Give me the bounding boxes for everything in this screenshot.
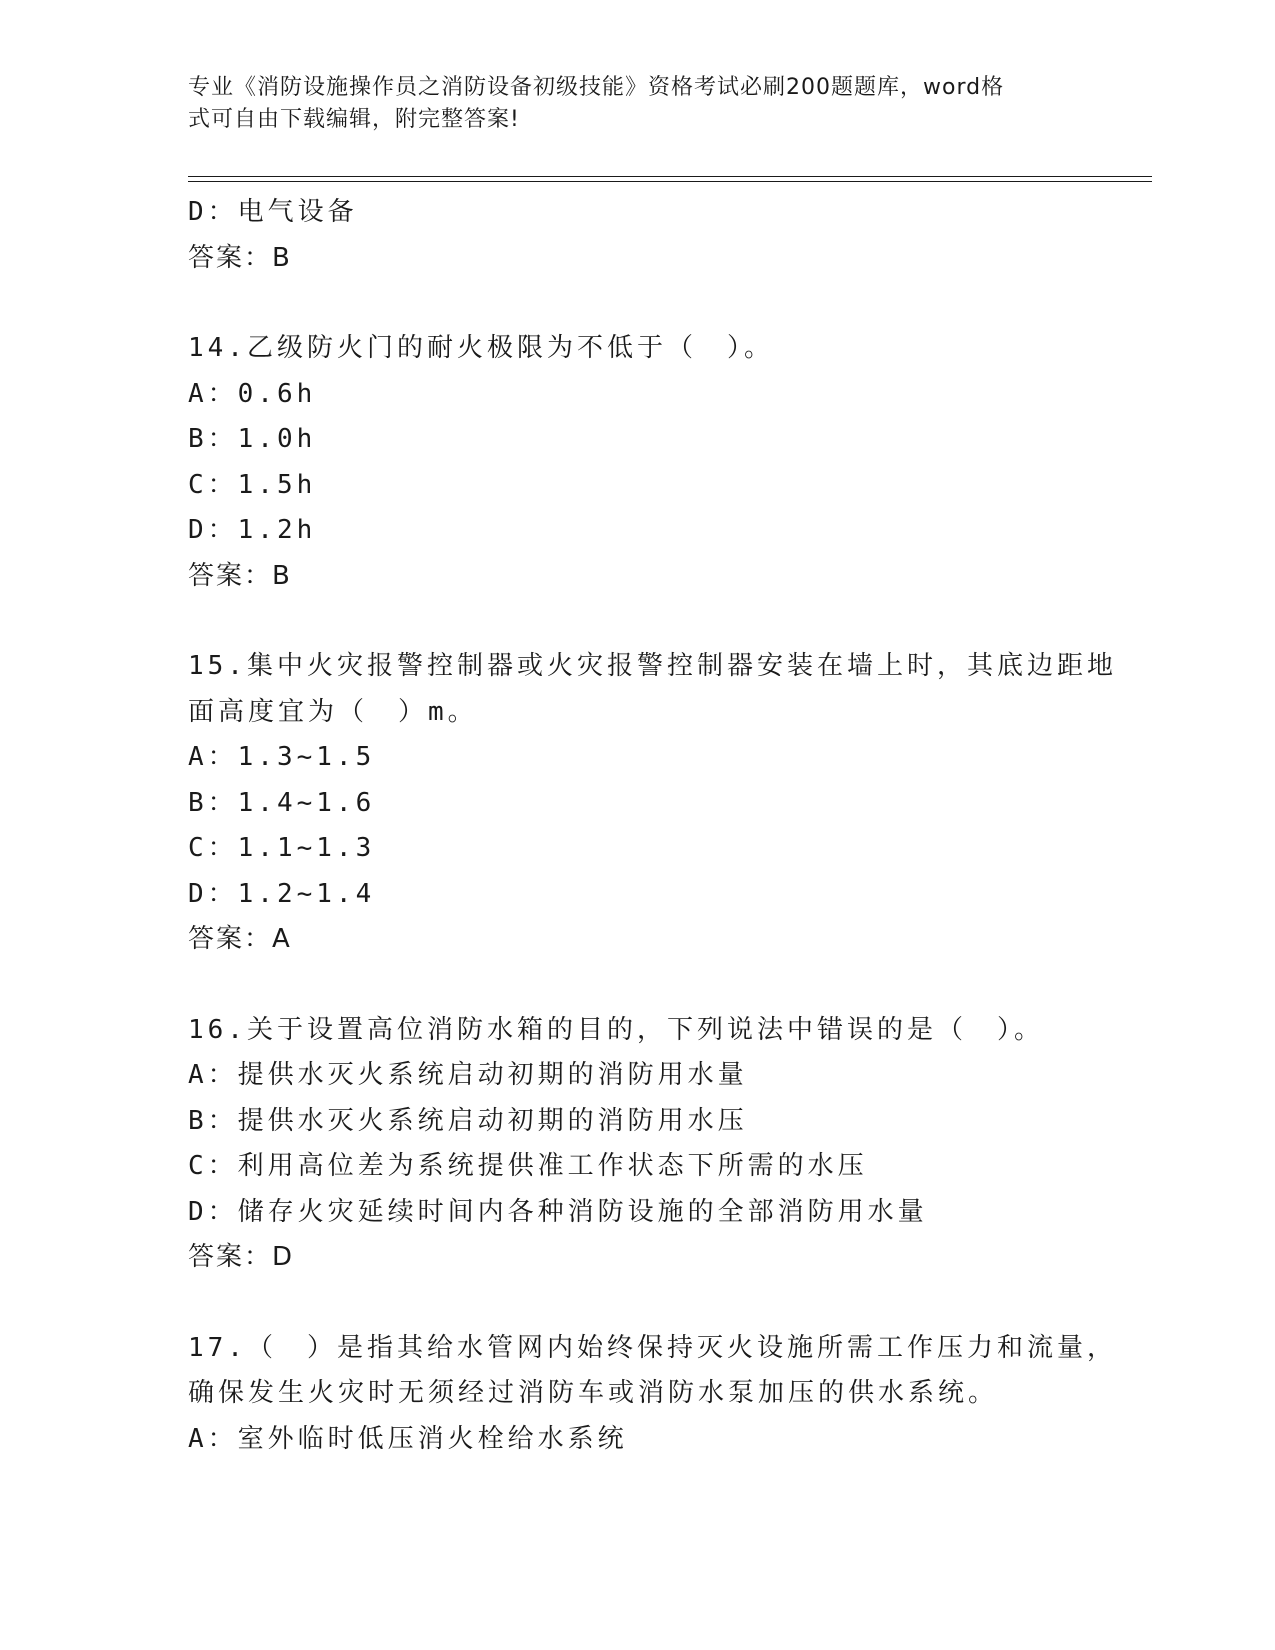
document-header [188,72,1068,136]
option-d: D：1.2~1.4 [188,878,376,909]
option-a: A：0.6h [188,378,317,409]
question-stem: 16.关于设置高位消防水箱的目的，下列说法中错误的是（ ）。 [188,1014,1044,1045]
option-d: D：1.2h [188,515,317,545]
question-14 [188,326,1088,599]
option-c: C：1.1~1.3 [188,833,376,863]
question-stem-line-1: 15.集中火灾报警控制器或火灾报警控制器安装在墙上时，其底边距地 [188,651,1117,681]
answer: 答案：B [188,560,292,591]
header-divider-bottom [188,181,1152,182]
option-b: B：1.0h [188,424,317,454]
option-c: C：1.5h [188,469,317,500]
question-list [188,190,1117,1462]
question-stem: 14.乙级防火门的耐火极限为不低于（ ）。 [188,333,774,363]
option-c: C：利用高位差为系统提供准工作状态下所需的水压 [188,1151,868,1181]
prev-answer: 答案：B [188,242,292,273]
question-16 [188,1008,1088,1281]
question-17 [188,1326,1117,1463]
prev-option-d: D：电气设备 [188,197,358,227]
header-divider-top [188,176,1152,177]
question-15 [188,644,1117,963]
option-a: A：室外临时低压消火栓给水系统 [188,1423,628,1454]
header-line-1: 专业《消防设施操作员之消防设备初级技能》资格考试必刷200题题库，word格 [188,75,1005,100]
option-b: B：提供水灭火系统启动初期的消防用水压 [188,1105,748,1136]
option-a: A：提供水灭火系统启动初期的消防用水量 [188,1060,748,1090]
question-stem-line-2: 确保发生火灾时无须经过消防车或消防水泵加压的供水系统。 [188,1378,999,1408]
option-a: A：1.3~1.5 [188,742,376,772]
option-b: B：1.4~1.6 [188,787,376,818]
answer: 答案：D [188,1242,295,1272]
question-stem-line-1: 17.（ ）是指其给水管网内始终保持灭火设施所需工作压力和流量， [188,1332,1117,1363]
question-stem-line-2: 面高度宜为（ ）m。 [188,696,478,727]
option-d: D：储存火灾延续时间内各种消防设施的全部消防用水量 [188,1196,928,1227]
header-line-2: 式可自由下载编辑，附完整答案! [188,107,520,132]
answer: 答案：A [188,924,292,954]
